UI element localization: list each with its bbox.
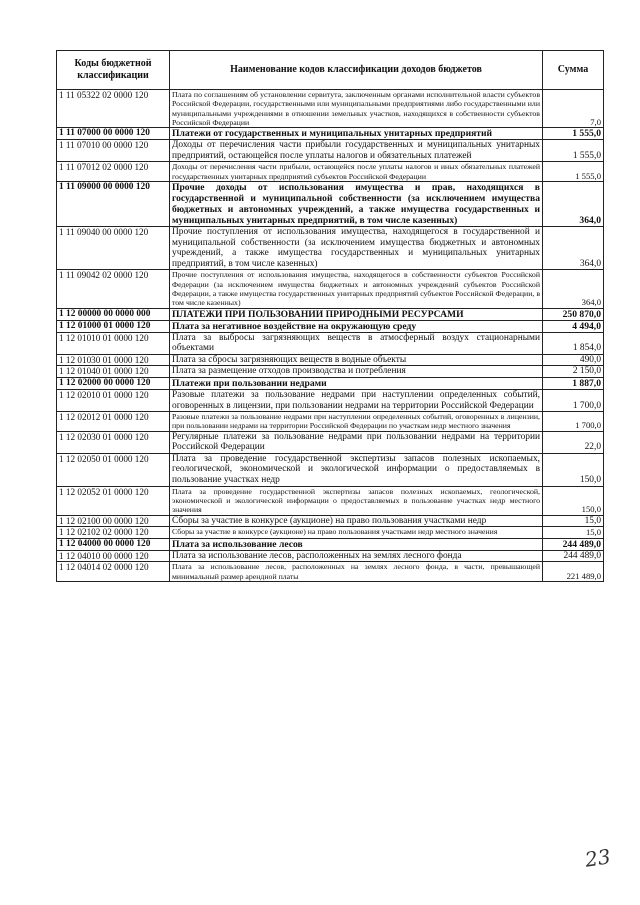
row-code: 1 11 07000 00 0000 120 <box>57 128 170 140</box>
table-row <box>57 412 604 432</box>
row-sum: 7,0 <box>543 90 604 128</box>
row-sum: 1 700,0 <box>543 389 604 411</box>
row-sum: 364,0 <box>543 270 604 308</box>
table-header-row <box>57 51 604 90</box>
table-row <box>57 377 604 389</box>
table-row <box>57 181 604 226</box>
row-code: 1 12 02100 00 0000 120 <box>57 515 170 527</box>
row-name: Разовые платежи за пользование недрами при наступлении определенных событий, оговоренных в лицензии, при пользовании недрами на территории Российской Федерации по участкам недр местного значения <box>170 412 543 432</box>
row-name: Сборы за участие в конкурсе (аукционе) на право пользования участками недр <box>170 515 543 527</box>
row-name: Плата за проведение государственной экспертизы запасов полезных ископаемых, геологической, экономической и экологической информации о предоставляемых в пользование участках недр <box>170 453 543 486</box>
row-sum: 150,0 <box>543 486 604 515</box>
row-sum: 4 494,0 <box>543 320 604 332</box>
row-name: Плата за негативное воздействие на окружающую среду <box>170 320 543 332</box>
table-row <box>57 128 604 140</box>
row-code: 1 11 09040 00 0000 120 <box>57 226 170 269</box>
row-code: 1 12 02050 01 0000 120 <box>57 453 170 486</box>
budget-document <box>56 50 603 582</box>
table-row <box>57 562 604 582</box>
row-name: ПЛАТЕЖИ ПРИ ПОЛЬЗОВАНИИ ПРИРОДНЫМИ РЕСУРСАМИ <box>170 308 543 320</box>
row-sum: 1 700,0 <box>543 412 604 432</box>
row-code: 1 12 02052 01 0000 120 <box>57 486 170 515</box>
row-name: Плата за использование лесов, расположенных на землях лесного фонда <box>170 550 543 562</box>
table-row <box>57 270 604 308</box>
row-name: Платежи при пользовании недрами <box>170 377 543 389</box>
table-row <box>57 226 604 269</box>
table-row <box>57 354 604 366</box>
row-sum: 221 489,0 <box>543 562 604 582</box>
row-code: 1 11 05322 02 0000 120 <box>57 90 170 128</box>
row-sum: 244 489,0 <box>543 538 604 550</box>
table-body <box>57 90 604 582</box>
table-row <box>57 550 604 562</box>
table-row <box>57 538 604 550</box>
row-name: Плата за проведение государственной экспертизы запасов полезных ископаемых, геологической, экономической и экологической информации о предоставляемых в пользование участках недр местного значения <box>170 486 543 515</box>
row-code: 1 12 04000 00 0000 120 <box>57 538 170 550</box>
row-code: 1 12 01040 01 0000 120 <box>57 366 170 378</box>
row-sum: 2 150,0 <box>543 366 604 378</box>
row-name: Доходы от перечисления части прибыли государственных и муниципальных унитарных предприятий, остающейся после уплаты налогов и обязательных платежей <box>170 140 543 162</box>
table-row <box>57 515 604 527</box>
row-code: 1 12 01010 01 0000 120 <box>57 332 170 354</box>
table-row <box>57 90 604 128</box>
row-sum: 1 555,0 <box>543 128 604 140</box>
row-sum: 1 887,0 <box>543 377 604 389</box>
header-code: Коды бюджетной классификации <box>57 51 170 90</box>
budget-income-table <box>56 50 604 582</box>
table-row <box>57 527 604 539</box>
table-row <box>57 453 604 486</box>
row-name: Сборы за участие в конкурсе (аукционе) на право пользования участками недр местного значения <box>170 527 543 539</box>
page-number: 23 <box>583 844 612 872</box>
row-sum: 1 555,0 <box>543 162 604 182</box>
table-row <box>57 389 604 411</box>
row-sum: 150,0 <box>543 453 604 486</box>
table-row <box>57 162 604 182</box>
table-row <box>57 366 604 378</box>
row-sum: 250 870,0 <box>543 308 604 320</box>
row-name: Доходы от перечисления части прибыли, остающейся после уплаты налогов и иных обязательных платежей государственных унитарных предприятий субъектов Российской Федерации <box>170 162 543 182</box>
table-row <box>57 320 604 332</box>
row-sum: 1 555,0 <box>543 140 604 162</box>
row-code: 1 12 01000 01 0000 120 <box>57 320 170 332</box>
row-code: 1 11 07012 02 0000 120 <box>57 162 170 182</box>
row-name: Плата за размещение отходов производства и потребления <box>170 366 543 378</box>
row-sum: 364,0 <box>543 226 604 269</box>
row-code: 1 12 02000 00 0000 120 <box>57 377 170 389</box>
table-row <box>57 140 604 162</box>
header-name: Наименование кодов классификации доходов бюджетов <box>170 51 543 90</box>
row-code: 1 12 02030 01 0000 120 <box>57 431 170 453</box>
table-row <box>57 332 604 354</box>
row-name: Прочие поступления от использования имущества, находящегося в государственной и муниципальной собственности (за исключением имущества бюджетных и автономных учреждений, а также имущества государственных и муниципальных унитарных предприятий, в том числе казенных) <box>170 226 543 269</box>
table-row <box>57 431 604 453</box>
row-code: 1 11 09000 00 0000 120 <box>57 181 170 226</box>
row-sum: 364,0 <box>543 181 604 226</box>
row-code: 1 12 02010 01 0000 120 <box>57 389 170 411</box>
row-code: 1 12 04014 02 0000 120 <box>57 562 170 582</box>
row-name: Прочие поступления от использования имущества, находящегося в собственности субъектов Российской Федерации (за исключением имущества бюджетных и автономных учреждений субъектов Российской Федерации, а также имущества государственных унитарных предприятий субъектов Российской Федерации, в том числе казенных) <box>170 270 543 308</box>
row-sum: 15,0 <box>543 515 604 527</box>
row-name: Плата по соглашениям об установлении сервитута, заключенным органами исполнительной власти субъектов Российской Федерации, государственными или муниципальными предприятиями либо государственными или муниципальными учреждениями в отношении земельных участков, находящихся в собственности субъектов Российской Федерации <box>170 90 543 128</box>
row-code: 1 12 04010 00 0000 120 <box>57 550 170 562</box>
row-name: Плата за выбросы загрязняющих веществ в атмосферный воздух стационарными объектами <box>170 332 543 354</box>
row-name: Плата за использование лесов, расположенных на землях лесного фонда, в части, превышающей минимальный размер арендной платы <box>170 562 543 582</box>
row-name: Разовые платежи за пользование недрами при наступлении определенных событий, оговоренных в лицензии, при пользовании недрами на территории Российской Федерации <box>170 389 543 411</box>
header-sum: Сумма <box>543 51 604 90</box>
row-code: 1 11 09042 02 0000 120 <box>57 270 170 308</box>
table-row <box>57 308 604 320</box>
row-sum: 15,0 <box>543 527 604 539</box>
row-code: 1 12 02012 01 0000 120 <box>57 412 170 432</box>
row-sum: 22,0 <box>543 431 604 453</box>
row-name: Регулярные платежи за пользование недрами при пользовании недрами на территории Российской Федерации <box>170 431 543 453</box>
row-name: Плата за использование лесов <box>170 538 543 550</box>
row-name: Прочие доходы от использования имущества и прав, находящихся в государственной и муниципальной собственности (за исключением имущества бюджетных и автономных учреждений, а также имущества государственных и муниципальных унитарных предприятий, в том числе казенных) <box>170 181 543 226</box>
row-name: Плата за сбросы загрязняющих веществ в водные объекты <box>170 354 543 366</box>
row-code: 1 12 00000 00 0000 000 <box>57 308 170 320</box>
row-sum: 490,0 <box>543 354 604 366</box>
table-row <box>57 486 604 515</box>
row-code: 1 12 02102 02 0000 120 <box>57 527 170 539</box>
row-sum: 1 854,0 <box>543 332 604 354</box>
row-name: Платежи от государственных и муниципальных унитарных предприятий <box>170 128 543 140</box>
row-code: 1 12 01030 01 0000 120 <box>57 354 170 366</box>
row-sum: 244 489,0 <box>543 550 604 562</box>
row-code: 1 11 07010 00 0000 120 <box>57 140 170 162</box>
